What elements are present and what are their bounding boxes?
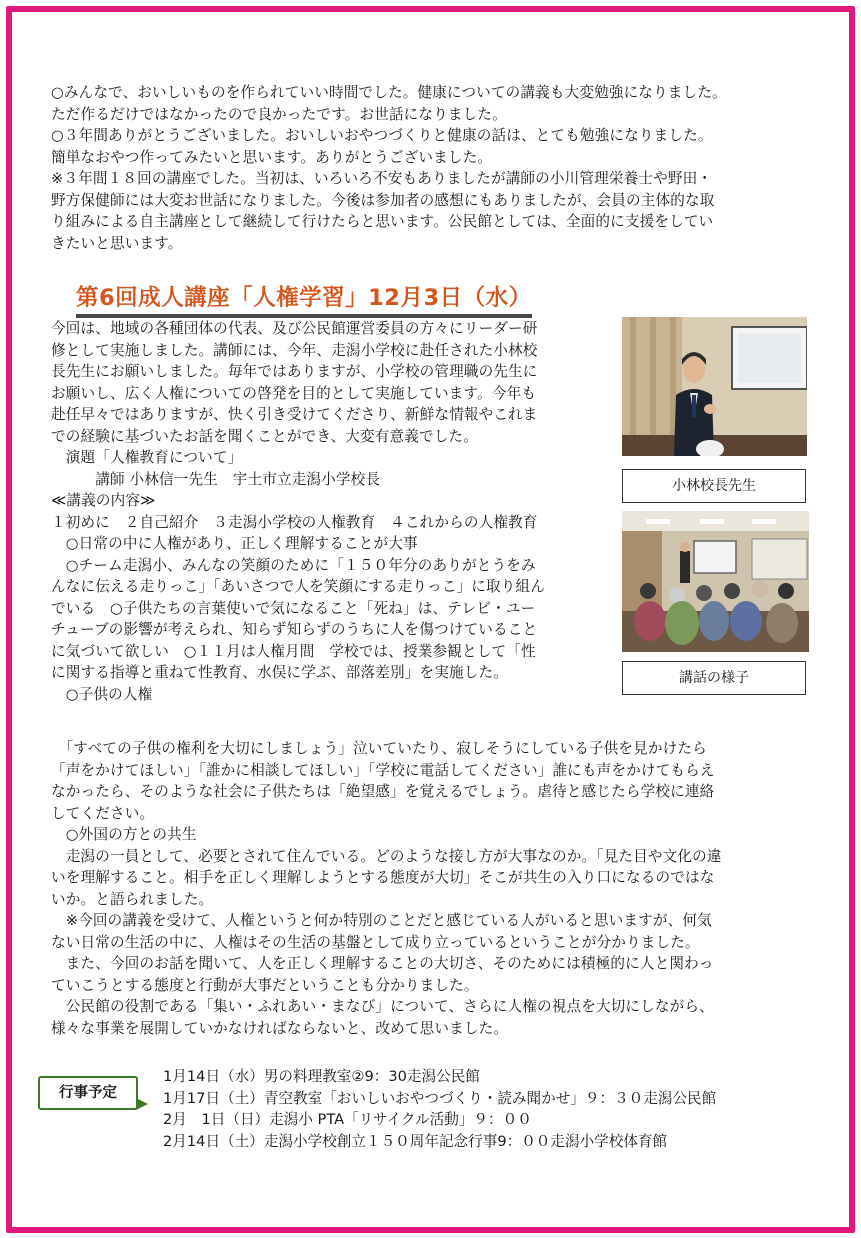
text-line: ○３年間ありがとうございました。おいしいおやつづくりと健康の話は、とても勉強になりました。 xyxy=(51,127,713,144)
text-line: ※今回の講義を受けて、人権というと何か特別のことだと感じている人がいると思いますが、何気 xyxy=(51,912,712,929)
text-line: 公民館の役割である「集い・ふれあい・まなび」について、さらに人権の視点を大切にしながら、 xyxy=(51,998,714,1015)
text-line: ○子供の人権 xyxy=(51,685,153,703)
text-line: 修として実施しました。講師には、今年、走潟小学校に赴任された小林校 xyxy=(51,341,538,359)
text-line: ○日常の中に人権があり、正しく理解することが大事 xyxy=(51,535,418,552)
text-line: いを理解すること。相手を正しく理解しようとする態度が大切」そこが共生の入り口になるのではな xyxy=(51,869,715,886)
text-line: また、今回のお話を聞いて、人を正しく理解することの大切さ、そのためには積極的に人と関わっ xyxy=(51,955,714,972)
text-line: 簡単なおやつ作ってみたいと思います。ありがとうございました。 xyxy=(51,148,493,166)
text-line: ない日常の生活の中に、人権はその生活の基盤として成り立っているということが分かりました。 xyxy=(51,933,700,951)
events-list xyxy=(163,1066,716,1152)
text-line: での経験に基づいたお話を聞くことができ、大変有意義でした。 xyxy=(51,427,478,445)
lecture-text-continued xyxy=(51,738,821,1039)
text-line: ○みんなで、おいしいものを作られていい時間でした。健康についての講義も大変勉強になりました。 xyxy=(51,84,727,101)
text-line: いか。と語られました。 xyxy=(51,890,214,908)
lecture-text xyxy=(51,318,617,705)
text-line: してください。 xyxy=(51,804,155,822)
text-line: １初めに ２自己紹介 ３走潟小学校の人権教育 ４これからの人権教育 xyxy=(51,513,538,531)
text-line: ※３年間１８回の講座でした。当初は、いろいろ不安もありましたが講師の小川管理栄養士や野田・ xyxy=(51,170,713,187)
text-line: に気づいて欲しい ○１１月は人権月間 学校では、授業参観として「性 xyxy=(51,642,536,660)
text-line: り組みによる自主講座として継続して行けたらと思います。公民館としては、全面的に支援をしてい xyxy=(51,213,714,230)
text-line: きたいと思います。 xyxy=(51,234,183,252)
events-label: 行事予定 xyxy=(38,1076,138,1110)
principal-photo-caption: 小林校長先生 xyxy=(622,469,806,503)
text-line: に関する指導と重ねて性教育、水俣に学ぶ、部落差別」を実施した。 xyxy=(51,664,508,681)
event-item: 1月17日（土）青空教室「おいしいおやつづくり・読み聞かせ」９：３０走潟公民館 xyxy=(163,1089,717,1107)
text-line: 様々な事業を展開していかなければならないと、改めて思いました。 xyxy=(51,1019,509,1037)
text-line: 講師 小林信一先生 宇土市立走潟小学校長 xyxy=(51,470,381,488)
principal-photo xyxy=(622,317,807,456)
text-line: 演題「人権教育について」 xyxy=(51,449,243,466)
text-line: ていこうとする態度と行動が大事だということも分かりました。 xyxy=(51,976,479,994)
section-title: 第6回成人講座「人権学習」12月3日（水） xyxy=(76,280,532,318)
text-line: 野方保健師には大変お世話になりました。今後は参加者の感想にもありましたが、会員の主体的な取 xyxy=(51,191,715,209)
intro-text xyxy=(51,82,821,254)
text-line: 赴任早々ではありますが、快く引き受けてくださり、新鮮な情報やこれま xyxy=(51,406,538,423)
event-item: 2月14日（土）走潟小学校創立１５０周年記念行事9：００走潟小学校体育館 xyxy=(163,1132,668,1150)
lecture-photo xyxy=(622,511,809,652)
text-line: 「すべての子供の権利を大切にしましょう」泣いていたり、寂しそうにしている子供を見かけたら xyxy=(51,740,707,757)
text-line: 「声をかけてほしい」「誰かに相談してほしい」「学校に電話してください」誰にも声をかけてもらえ xyxy=(51,761,715,779)
text-line: んなに伝える走りっこ」「あいさつで人を笑顔にする走りっこ」に取り組ん xyxy=(51,578,545,595)
text-line: 長先生にお願いしました。毎年ではありますが、小学校の管理職の先生に xyxy=(51,363,538,380)
text-line: 今回は、地域の各種団体の代表、及び公民館運営委員の方々にリーダー研 xyxy=(51,320,538,337)
text-line: ○チーム走潟小、みんなの笑顔のために「１５０年分のありがとうをみ xyxy=(51,556,536,574)
text-line: なかったら、そのような社会に子供たちは「絶望感」を覚えるでしょう。虐待と感じたら学校に連絡 xyxy=(51,783,715,800)
lecture-photo-caption: 講話の様子 xyxy=(622,661,806,695)
text-line: ただ作るだけではなかったので良かったです。お世話になりました。 xyxy=(51,105,507,123)
text-line: ≪講義の内容≫ xyxy=(51,492,156,509)
text-line: チューブの影響が考えられ、知らず知らずのうちに人を傷つけていること xyxy=(51,621,538,638)
text-line: 走潟の一員として、必要とされて住んでいる。どのような接し方が大事なのか。「見た目や文化の違 xyxy=(51,847,722,865)
text-line: ○外国の方との共生 xyxy=(51,826,197,843)
text-line: お願いし、広く人権についての啓発を目的として実施しています。今年も xyxy=(51,384,537,402)
event-item: 1月14日（水）男の料理教室②9：30走潟公民館 xyxy=(163,1068,480,1085)
event-item: 2月 1日（日）走潟小 PTA「リサイクル活動」９：００ xyxy=(163,1111,532,1129)
text-line: でいる ○子供たちの言葉使いで気になること「死ね」は、テレビ・ユー xyxy=(51,599,536,617)
